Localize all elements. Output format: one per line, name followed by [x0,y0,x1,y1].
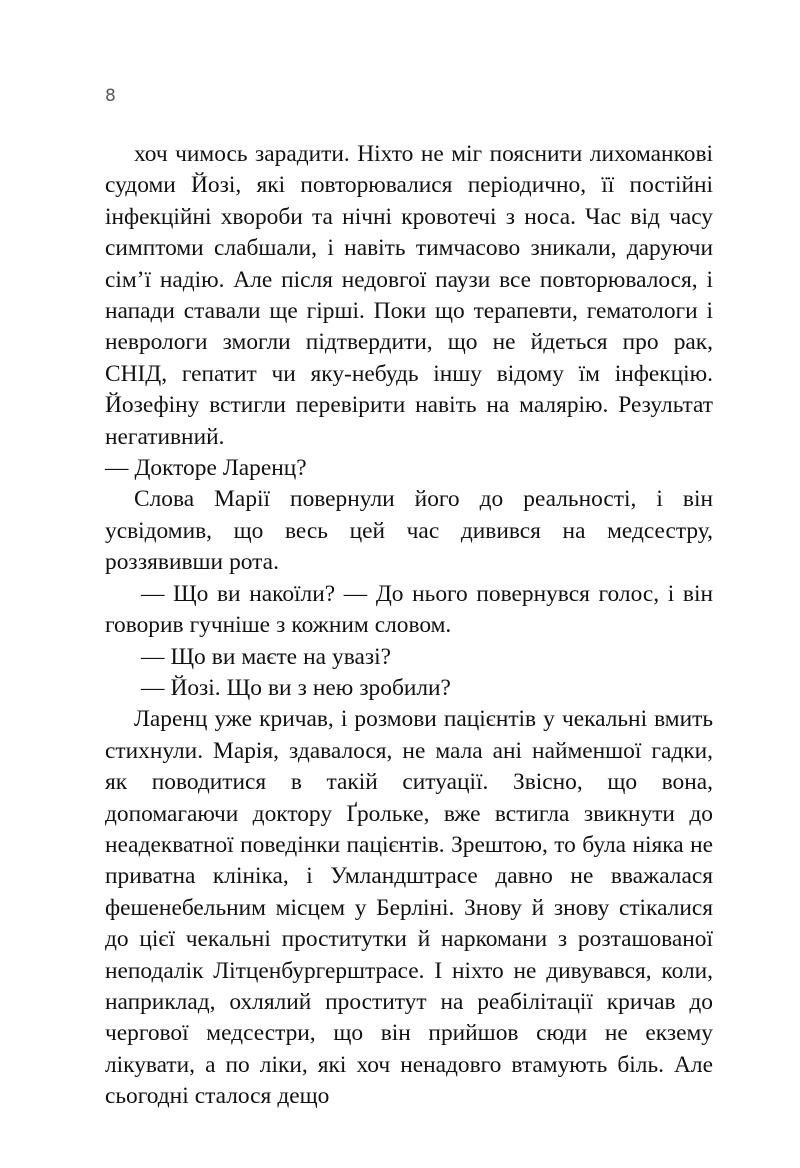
dialogue-line: — Йозі. Що ви з нею зробили? [141,674,451,701]
text-block [105,139,713,1113]
paragraph-continued: хоч чимось зарадити. Ніхто не міг пояснити лихоманкові судоми Йозі, які повторювалися періодично, її постійні інфекційні хвороби та нічні кровотечі з носа. Час від часу симптоми слабшали, і навіть тимчасово зникали, даруючи сім’ї надію. Але після недовгої паузи все повторювалося, і напади ставали ще гірші. Поки що терапевти, гематологи і неврологи змогли підтвердити, що не йдеться про рак, СНІД, гепатит чи яку-небудь іншу відому їм інфекцію. Йозефіну встигли перевірити навіть на малярію. Результат негативний. [105,141,713,450]
paragraph-narrative: Ларенц уже кричав, і розмови пацієнтів у чекальні вмить стихнули. Марія, здавалося, не мала ані найменшої гадки, як поводитися в такій ситуації. Звісно, що вона, допомагаючи доктору Ґрольке, вже встигла звикнути до неадекватної поведінки пацієнтів. Зрештою, то була ніяка не приватна клініка, і Умландштрасе давно не вважалася фешенебельним місцем у Берліні. Знову й знову стікалися до цієї чекальні проститутки й наркомани з розташованої неподалік Літценбургерштрасе. І ніхто не дивувався, коли, наприклад, охлялий проститут на реабілітації кричав до чергової медсестри, що він прийшов сюди не екзему лікувати, а по ліки, які хоч ненадовго втамують біль. Але сьогодні сталося дещо [105,706,713,1110]
dialogue-line: — Що ви маєте на увазі? [141,643,391,670]
dialogue-line: — Докторе Ларенц? [105,455,307,482]
paragraph-narrative: Слова Марії повернули його до реальності, і він усвідомив, що весь цей час дивився на медсестру, роззявивши рота. [105,486,713,576]
page-number: 8 [105,86,117,106]
dialogue-line: — Що ви накоїли? — До нього повернувся голос, і він говорив гучніше з кожним словом. [105,580,713,639]
